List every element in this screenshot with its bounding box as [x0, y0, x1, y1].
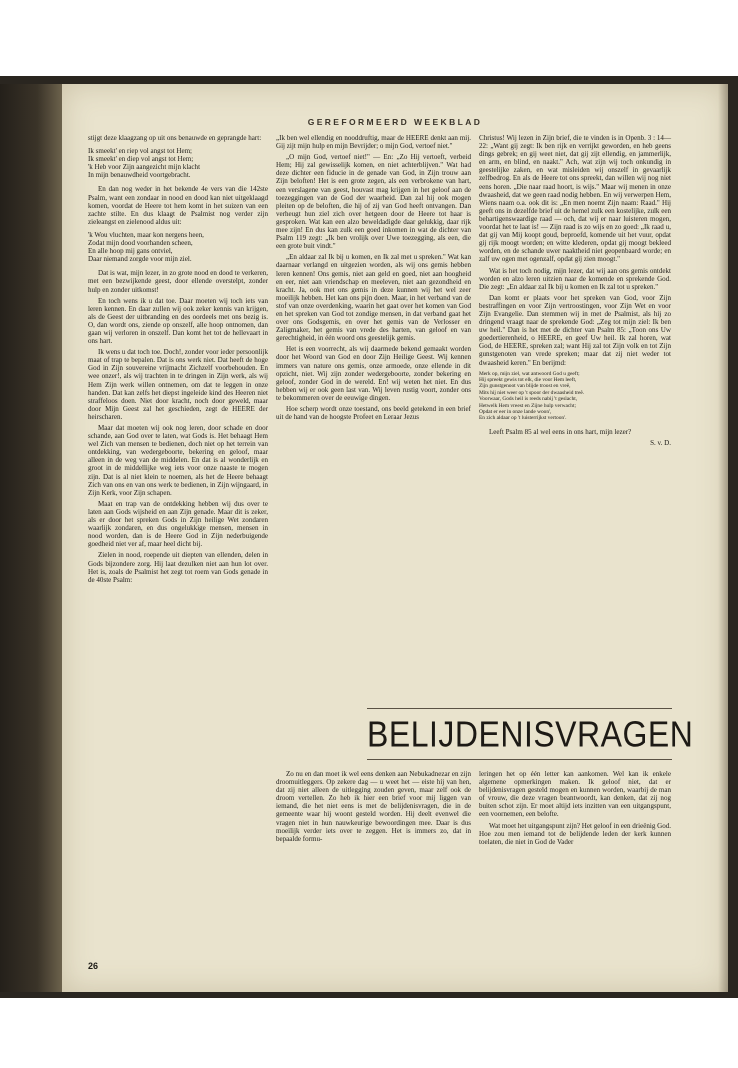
- verse-line: In mijn benauwdheid voortgebracht.: [88, 171, 191, 180]
- binding-gutter: [0, 84, 62, 992]
- paragraph: Zo nu en dan moet ik wel eens denken aan Nebukadnezar en zijn droomuitleggers. Op zekere dag — u weet het — eiste hij van hen, dat zij niet alleen de uitlegging zouden geven, maar zelf ook de droom vertellen. Zo heb ik hier een brief voor mij liggen van iemand, die het niet eens is met de belijdenisvragen, die in de gemeente waar hij woont gesteld worden. Hij deelt evenwel die vragen niet in hun nauwkeurige bewoordingen mee. Daar is dus moeilijk verder iets over te zeggen. Het is immers zo, dat in bepaalde formu-: [276, 770, 471, 843]
- paragraph: „En aldaar zal Ik bij u komen, en Ik zal met u spreken." Wat kan daarnaar verlangd en uitgezien worden, als wij ons gemis hebben leren kennen! Ons gemis, niet aan geld en goed, niet aan hoogheid en eer, niet aan vriendschap en meeleven, niet aan gezondheid en kracht. Ja, ook met ons gemis in deze kunnen wij het wel zeer moeilijk hebben. Het kan ons pijn doen. Maar, in het verband van de stof van onze overdenking, waarin het gaat over het komen van God en het spreken van God tot zondige mensen, in dat verband gaat het over ons Godsgemis, en over het gemis van de Verlosser en Zaligmaker, het gemis van vrede des harten, van geloof en van gerechtigheid, in één woord ons geestelijk gemis.: [276, 253, 471, 343]
- signature-line: [479, 439, 671, 447]
- paragraph: Hoe scherp wordt onze toestand, ons beeld getekend in een brief uit de hand van de hoogste Profeet en Leraar Jezus: [276, 405, 471, 422]
- paragraph: leringen het op één letter kan aankomen. Wel kan ik enkele algemene opmerkingen maken. Ik geloof niet, dat er belijdenisvragen gesteld mogen en kunnen worden, waarbij de man of vrouw, die deze vragen beantwoordt, kan denken, dat zij nog buiten schot zijn. Er moet altijd iets inzitten van een uitgangspunt, een voornemen, een belofte.: [479, 770, 671, 819]
- title-rule-top: [367, 708, 672, 709]
- article-title: BELIJDENISVRAGEN: [367, 714, 694, 755]
- verse-line: Ik smeekt' en diep vol angst tot Hem;: [88, 155, 194, 164]
- verse-line: 'k Wou vluchten, maar kon nergens heen,: [88, 230, 204, 239]
- paragraph: En dan nog weder in het bekende 4e vers van die 142ste Psalm, want een zondaar in nood en dood kan niet uitgeklaagd komen, voordat de Heere tot hem komt in het suizen van een zachte stilte. En dus klaagt de Psalmist nog verder zijn zieleangst en zielenood aldus uit:: [88, 185, 268, 226]
- verse-line: Daar niemand zorgde voor mijn ziel.: [88, 255, 192, 264]
- verse-line: Hetwelk Hem vreest en Zijne hulp verwacht;: [479, 402, 576, 409]
- verse-line: Mits hij niet weer op 't spoor der dwaasheid treê.: [479, 389, 585, 396]
- paragraph: Wat moet het uitgangspunt zijn? Het geloof in een drieënig God. Hoe zou men iemand tot de belijdende leden der kerk kunnen toelaten, die niet in God de Vader: [479, 821, 672, 846]
- author-signature: S. v. D.: [650, 438, 671, 447]
- verse-line: Voorwaar, Gods heil is reeds nabij 't geslacht,: [479, 396, 578, 403]
- article2-column-left: [276, 770, 471, 846]
- paragraph: Zielen in nood, roepende uit diepten van ellenden, delen in Gods bijzondere zorg. Hij laat dezulken niet aan hun lot over. Het is, zoals de Psalmist het zegt tot roem van Gods genade in de 40ste Psalm:: [88, 551, 268, 584]
- paragraph: Dan komt er plaats voor het spreken van God, voor Zijn bestraffingen en voor Zijn vertroostingen, voor Zijn Wet en voor Zijn Evangelie. Dan stemmen wij in met de Psalmist, als hij zo dringend vraagt naar de sprekende God: „Zeg tot mijn ziel: Ik ben uw heil." Dan is het met de dichter van Psalm 85: „Toon ons Uw goedertierenheid, o HEERE, en geef Uw heil. Ik zal horen, wat God, de HEERE, spreken zal; want Hij zal tot Zijn volk en tot Zijn gunstgenoten van vrede spreken; maar dat zij niet weder tot dwaasheid keren." En berijmd:: [479, 293, 671, 367]
- verse-line: Zodat mijn dood voorhanden scheen,: [88, 239, 193, 248]
- paragraph: En toch wens ik u dat toe. Daar moeten wij toch iets van leren kennen. En daar zullen wij ook zeker kennis van krijgen, als de Geest der uitbranding en des oordeels met ons bezig is. O, dan wordt ons, ziende op onszelf, alle hoop ontnomen, dan gaan wij verloren in onszelf. Dan komt het tot de hellevaart in ons hart.: [88, 296, 268, 346]
- verse-line: 'k Heb voor Zijn aangezicht mijn klacht: [88, 163, 201, 172]
- verse-line: Ik smeekt' en riep vol angst tot Hem;: [88, 147, 193, 156]
- column-1: [88, 134, 268, 587]
- paragraph: Maar dat moeten wij ook nog leren, door schade en door schande, aan God over te laten, wat Gods is. Het behaagt Hem wel Zich van mensen te bedienen, doch niet op het terrein van ontdekking, van wedergeboorte, bekering en geloof, maar alleen in de weg van de middelen. En dat is al wonderlijk en groot in de middellijke weg iets voor onze naaste te mogen zijn. Dat is al niet klein te noemen, als het de Heere behaagt Zich van ons en van ons werk te bedienen, in Zijn wijngaard, in Zijn Kerk, voor Zijn schapen.: [88, 424, 268, 497]
- column-2: [276, 134, 471, 424]
- page-edge-shadow: [718, 84, 728, 992]
- verse-line: En zich aldaar op 't luisterrijkst vertoon'.: [479, 415, 567, 422]
- title-rule-bottom: [367, 759, 672, 760]
- paragraph: Christus! Wij lezen in Zijn brief, die te vinden is in Openb. 3 : 14—22: „Want gij zegt: Ik ben rijk en verrijkt geworden, en heb geens dings gebrek; en gij weet niet, dat gij zijt ellendig, en jammerlijk, en arm, en blind, en naakt." Ach, wat zijn wij toch onkundig in geestelijke zaken, en wat misleiden wij onszelf in gevaarlijk zelfbedrog. En als de Heere tot ons spreekt, dan willen wij nog niet eens horen. „Die naar raad hoort, is wijs." Maar wij menen in onze dwaasheid, dat we geen raad nodig hebben. En wij verwerpen Hem, Wiens naam o.a. ook dit is: „En men noemt Zijn naam: Raad." Hij geeft ons in dezelfde brief uit de hemel zulk een kostelijke, zulk een behartigenswaardige raad — och, dat wij er naar luisteren mogen, voordat het te laat is! — Zijn raad is zo wijs en zo goed: „Ik raad u, dat gij van Mij koopt goud, beproefd, komende uit het vuur, opdat gij rijk moogt worden; en witte klederen, opdat gij moogt bekleed worden, en de schande uwer naaktheid niet geopenbaard worde; en zalf uw ogen met ogenzalf, opdat gij zien moogt.": [479, 134, 671, 264]
- verse-line: En alle hoop mij gans ontviel,: [88, 247, 173, 256]
- paragraph: Wat is het toch nodig, mijn lezer, dat wij aan ons gemis ontdekt worden en alzo leren uitzien naar de komende en sprekende God. Die zegt: „En aldaar zal Ik bij u komen en Ik zal tot u spreken.": [479, 266, 671, 291]
- paragraph: „O mijn God, vertoef niet!" — En: „Zo Hij vertoeft, verbeid Hem; Hij zal gewisselijk komen, en niet achterblijven." Wat had deze dichter een fiducie in de genade van God, in Zijn trouw aan Zijn beloften! Het is een grote zegen, als een verbrokene van hart, een verslagene van geest, houvast mag krijgen in het geloof aan de toezeggingen van de God der waarheid. Dan zal hij ook mogen pleiten op de beloften, die hij of zij van God heeft ontvangen. Dan verheugt hun ziel zich over hetgeen door de Heere tot haar is gesproken. Wat kan een alzo beweldadigde daar gelukkig, daar rijk mee zijn! En dus kan zulk een goed inkomen in wat de dichter van Psalm 119 zegt: „Ik ben vrolijk over Uwe toezegging, als een, die een grote buit vindt.": [276, 153, 471, 251]
- paragraph: Het is een voorrecht, als wij daarmede bekend gemaakt worden door het Woord van God en door Zijn Heilige Geest. Wij kennen immers van nature ons gemis, onze armoede, onze ellende in dit opzicht, niet. Wij zijn zonder wedergeboorte, zonder bekering en geloof, zonder God in de wereld. En! wij weten het niet. En dus hebben wij er ook geen last van. Wij leven rustig voort, zonder ons te bekommeren over de eeuwige dingen.: [276, 345, 471, 402]
- paragraph: Dat is wat, mijn lezer, in zo grote nood en dood te verkeren, met een bezwijkende geest, door ellende overstelpt, zonder hulp en zonder uitkomst!: [88, 269, 268, 294]
- verse-line: Zijn gunstgenoot van blijde troost en vreê,: [479, 383, 571, 390]
- psalm-verse: [479, 371, 671, 422]
- running-header: GEREFORMEERD WEEKBLAD: [307, 117, 483, 127]
- verse-line: Opdat er eer in onze lande woon',: [479, 409, 552, 416]
- paragraph: „Ik ben wel ellendig en nooddruftig, maar de HEERE denkt aan mij. Gij zijt mijn hulp en mijn Bevrijder; o mijn God, vertoef niet.": [276, 134, 471, 151]
- verse-block-2: [88, 231, 268, 263]
- paragraph: Leeft Psalm 85 al wel eens in ons hart, mijn lezer?: [489, 427, 632, 436]
- verse-line: Hij spreekt gewis tot elk, die voor Hem leeft,: [479, 377, 577, 384]
- page-number: 26: [88, 961, 99, 971]
- paragraph: stijgt deze klaagzang op uit ons benauwde en geprangde hart:: [88, 134, 262, 142]
- article2-column-right: [479, 770, 671, 849]
- magazine-page: [62, 84, 728, 992]
- column-3: [479, 134, 671, 447]
- verse-line: Merk op, mijn ziel, wat antwoord God u geeft;: [479, 370, 580, 377]
- paragraph: Maat en trap van de ontdekking hebben wij dus over te laten aan Gods wijsheid en aan Zijn genade. Maar dit is zeker, als er door het spreken Gods in Zijn heilige Wet zondaren waarlijk zondaren, en dus ongelukkige mensen, mensen in nood worden, dan is de Heere God in Zijn nederbuigende goedheid niet ver af, maar heel dicht bij.: [88, 499, 268, 549]
- verse-block-1: [88, 147, 268, 179]
- paragraph: Ik wens u dat toch toe. Doch!, zonder voor ieder persoonlijk maat of trap te bepalen. Dat is ons werk niet. Dat heeft de hoge God in Zijn souvereine vrijmacht Zichzelf voorbehouden. En wee onzer!, als wij trachten in te dringen in Zijn werk, als wij Hem Zijn werk willen ontnemen, om dat te leggen in onze handen. Dat kan zelfs het diepst ingeleide kind des Heeren niet straffeloos doen. Niet door kracht, noch door geweld, maar door Mijn Geest zal het geschieden, zegt de HEERE der heirscharen.: [88, 348, 268, 421]
